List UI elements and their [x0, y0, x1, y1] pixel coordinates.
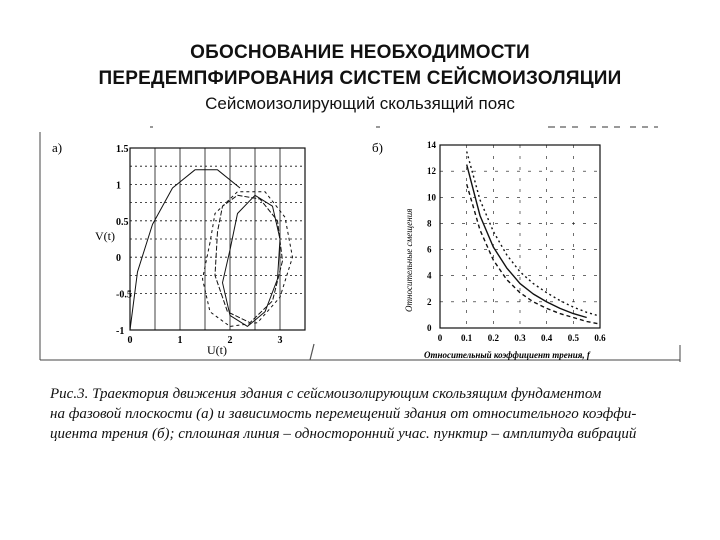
- friction-chart-xlabel: Относительный коэффициент трения, f: [424, 350, 590, 360]
- friction-chart-y-tick-label: 0: [427, 323, 432, 333]
- friction-chart-x-tick-label: 0: [437, 333, 443, 343]
- caption-line-2: на фазовой плоскости (а) и зависимость перемещений здания от относительного коэффи-: [50, 406, 637, 422]
- phase-plane-x-tick-label: 1: [177, 335, 183, 346]
- phase-plane-y-tick-label: -0.5: [116, 289, 132, 301]
- slide-subtitle: Сейсмоизолирующий скользящий пояс: [205, 94, 515, 113]
- friction-chart-y-tick-label: 10: [427, 192, 436, 203]
- panel-a-label: а): [52, 140, 63, 155]
- phase-plane-x-tick-label: 3: [277, 335, 283, 346]
- phase-plane-y-tick-label: -1: [116, 326, 125, 337]
- friction-displacement-line: [467, 152, 600, 317]
- phase-plane-y-tick-label: 1.5: [116, 144, 129, 155]
- phase-plane-ylabel: V(t): [95, 229, 115, 243]
- friction-displacement-chart: [427, 140, 606, 343]
- slide-title-line1: ОБОСНОВАНИЕ НЕОБХОДИМОСТИ: [190, 42, 530, 63]
- phase-plane-y-tick-label: 1: [116, 180, 121, 192]
- friction-chart-y-tick-label: 14: [427, 140, 436, 150]
- friction-chart-y-tick-label: 6: [427, 244, 432, 255]
- friction-chart-x-tick-label: 0.5: [567, 333, 579, 343]
- friction-chart-x-tick-label: 0.3: [514, 333, 526, 343]
- phase-plane-x-tick-label: 0: [127, 335, 133, 346]
- friction-displacement-line: [467, 184, 600, 324]
- friction-chart-y-tick-label: 2: [427, 296, 432, 307]
- phase-plane-y-tick-label: 0: [116, 253, 121, 265]
- caption-line-1: Рис.3. Траектория движения здания с сейсмоизолирующим скользящим фундаментом: [50, 386, 602, 402]
- friction-chart-y-tick-label: 8: [427, 218, 432, 229]
- friction-chart-x-tick-label: 0.2: [487, 333, 499, 343]
- figure-caption: [50, 384, 680, 444]
- caption-line-3: циента трения (б); сплошная линия – односторонний учас. пунктир – амплитуда вибраций: [50, 426, 637, 442]
- friction-chart-ylabel: Относительные смещения: [404, 208, 414, 312]
- friction-chart-x-tick-label: 0.6: [594, 333, 606, 343]
- phase-plane-xlabel: U(t): [207, 343, 227, 357]
- friction-chart-x-tick-label: 0.1: [461, 333, 473, 343]
- phase-trajectory-line: [215, 195, 283, 322]
- friction-chart-x-tick-label: 0.4: [541, 333, 553, 343]
- panel-b-label: б): [372, 140, 383, 155]
- phase-trajectory-line: [130, 170, 240, 330]
- phase-plane-chart: [116, 144, 305, 346]
- slide-title-line2: ПЕРЕДЕМПФИРОВАНИЯ СИСТЕМ СЕЙСМОИЗОЛЯЦИИ: [98, 68, 622, 88]
- friction-chart-y-tick-label: 4: [427, 270, 432, 281]
- phase-plane-x-tick-label: 2: [227, 335, 233, 346]
- phase-plane-y-tick-label: 0.5: [116, 216, 129, 228]
- friction-chart-y-tick-label: 12: [427, 166, 436, 177]
